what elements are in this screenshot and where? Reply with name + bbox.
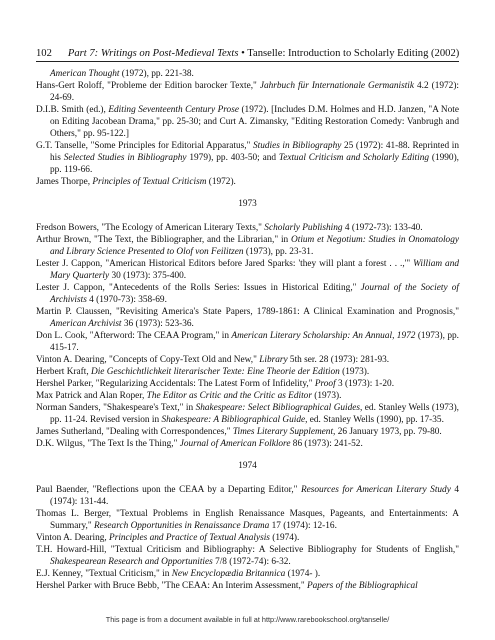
year-heading: 1973 bbox=[238, 199, 257, 209]
bibliography-entry: American Thought (1972), pp. 221-38. bbox=[50, 69, 194, 79]
bibliography-content bbox=[36, 68, 459, 592]
bibliography-entry: Max Patrick and Alan Roper, The Editor as Critic and the Critic as Editor (1973). bbox=[36, 391, 342, 401]
running-title: Part 7: Writings on Post-Medieval Texts bbox=[67, 48, 239, 59]
bibliography-entry: Norman Sanders, "Shakespeare's Text," in Shakespeare: Select Bibliographical Guides, ed. Stanley Wells (1973), pp. 11-24. Revised version in Shakespeare: A Bibliographical Guide, ed. Stanley Wells (1990), pp. 17-35. bbox=[36, 403, 459, 425]
bibliography-entry: Martin P. Claussen, "Revisiting America's State Papers, 1789-1861: A Clinical Examination and Prognosis," American Archivist 36 (1973): 523-36. bbox=[36, 307, 459, 329]
bibliography-entry: James Sutherland, "Dealing with Correspondences," Times Literary Supplement, 26 January 1973, pp. 79-80. bbox=[36, 427, 442, 437]
bibliography-entry: Lester J. Cappon, "American Historical Editors before Jared Sparks: 'they will plant a forest . . .,'" William and Mary Quarterly 30 (1973): 375-400. bbox=[36, 259, 459, 281]
header-bullet: • bbox=[238, 48, 248, 59]
bibliography-entry: Hans-Gert Roloff, "Probleme der Edition barocker Texte," Jahrbuch für Internationale Germanistik 4.2 (1972): 24-69. bbox=[36, 81, 460, 103]
bibliography-entry: Hershel Parker with Bruce Bebb, "The CEAA: An Interim Assessment," Papers of the Bibliographical bbox=[36, 581, 418, 591]
bibliography-entry: Vinton A. Dearing, "Concepts of Copy-Text Old and New," Library 5th ser. 28 (1973): 281-93. bbox=[36, 355, 390, 365]
bibliography-entry: T.H. Howard-Hill, "Textual Criticism and Bibliography: A Selective Bibliography for Students of English," Shakespearean Research and Opportunities 7/8 (1972-74): 6-32. bbox=[36, 545, 459, 567]
bibliography-entry: E.J. Kenney, "Textual Criticism," in New Encyclopædia Britannica (1974- ). bbox=[36, 569, 321, 579]
bibliography-entry: G.T. Tanselle, "Some Principles for Editorial Apparatus," Studies in Bibliography 25 (1972): 41-88. Reprinted in his Selected Studies in Bibliography 1979), pp. 403-50; and Textual Criticism and Scholarly Editing (1990), pp. 119-66. bbox=[36, 141, 460, 175]
bibliography-entry: Arthur Brown, "The Text, the Bibliographer, and the Librarian," in Otium et Negotium: Studies in Onomatology and Library Science Presented to Olof von Feilitzen (1973), pp. 23-31. bbox=[36, 235, 459, 257]
year-heading: 1974 bbox=[238, 461, 257, 471]
bibliography-entry: Paul Baender, "Reflections upon the CEAA by a Departing Editor," Resources for American Literary Study 4 (1974): 131-44. bbox=[36, 485, 459, 507]
bibliography-entry: Vinton A. Dearing, Principles and Practice of Textual Analysis (1974). bbox=[36, 533, 300, 543]
bibliography-entry: James Thorpe, Principles of Textual Criticism (1972). bbox=[36, 177, 236, 187]
bibliography-entry: Hershel Parker, "Regularizing Accidentals: The Latest Form of Infidelity," Proof 3 (1973): 1-20. bbox=[36, 379, 395, 389]
bibliography-entry: Herbert Kraft, Die Geschichtlichkeit literarischer Texte: Eine Theorie der Edition (1973). bbox=[36, 367, 370, 377]
bibliography-entry: Lester J. Cappon, "Antecedents of the Rolls Series: Issues in Historical Editing," Journal of the Society of Archivists 4 (1970-73): 358-69. bbox=[36, 283, 459, 305]
footer-note: This page is from a document available in full at http://www.rarebookschool.org/tanselle/ bbox=[105, 615, 390, 624]
page-number: 102 bbox=[36, 48, 52, 59]
bibliography-entry: D.K. Wilgus, "The Text Is the Thing," Journal of American Folklore 86 (1973): 241-52. bbox=[36, 439, 363, 449]
running-subtitle: Tanselle: Introduction to Scholarly Editing (2002) bbox=[247, 48, 460, 59]
running-header bbox=[36, 48, 459, 62]
bibliography-entry: Fredson Bowers, "The Ecology of American Literary Texts," Scholarly Publishing 4 (1972-73): 133-40. bbox=[36, 223, 423, 233]
bibliography-entry: Thomas L. Berger, "Textual Problems in English Renaissance Masques, Pageants, and Entertainments: A Summary," Research Opportunities in Renaissance Drama 17 (1974): 12-16. bbox=[36, 509, 459, 531]
bibliography-entry: D.I.B. Smith (ed.), Editing Seventeenth Century Prose (1972). [Includes D.M. Holmes and H.D. Janzen, "A Note on Editing Jacobean Drama," pp. 25-30; and Curt A. Zimansky, "Editing Restoration Comedy: Vanbrugh and Others," pp. 95-122.] bbox=[36, 105, 459, 139]
bibliography-entry: Don L. Cook, "Afterword: The CEAA Program," in American Literary Scholarship: An Annual, 1972 (1973), pp. 415-17. bbox=[36, 331, 459, 353]
